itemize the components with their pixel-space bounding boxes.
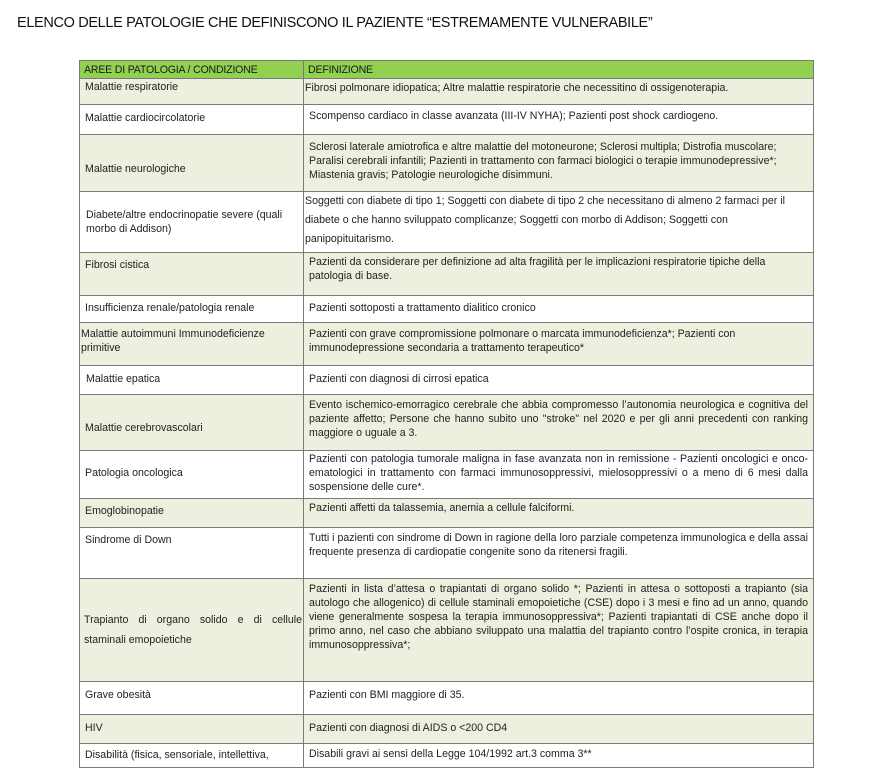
- table-row: [80, 744, 814, 768]
- table-row: [80, 715, 814, 744]
- definition-cell: Sclerosi laterale amiotrofica e altre malattie del motoneurone; Sclerosi multipla; Distrofia muscolare; Paralisi cerebrali infantili; Pazienti in trattamento con farmaci biologici o terapie immunodepressive*; Miastenia gravis; Patologie neurologiche disimmuni.: [304, 135, 814, 192]
- table-row: [80, 366, 814, 395]
- definition-cell: Soggetti con diabete di tipo 1; Soggetti con diabete di tipo 2 che necessitano di almeno 2 farmaci per il diabete o che hanno sviluppato complicanze; Soggetti con morbo di Addison; Soggetti con panipopituitarismo.: [304, 192, 814, 253]
- area-cell: Malattie neurologiche: [80, 135, 304, 192]
- area-cell: Trapianto di organo solido e di cellule staminali emopoietiche: [80, 579, 304, 682]
- table-row: [80, 682, 814, 715]
- table-row: [80, 579, 814, 682]
- column-header-area: AREE DI PATOLOGIA / CONDIZIONE: [80, 61, 304, 79]
- area-cell: Diabete/altre endocrinopatie severe (quali morbo di Addison): [80, 192, 304, 253]
- definition-cell: Pazienti con BMI maggiore di 35.: [304, 682, 814, 715]
- table-row: [80, 395, 814, 451]
- definition-cell: Scompenso cardiaco in classe avanzata (III-IV NYHA); Pazienti post shock cardiogeno.: [304, 105, 814, 135]
- definition-cell: Tutti i pazienti con sindrome di Down in ragione della loro parziale competenza immunologica e della assai frequente presenza di cardiopatie congenite sono da ritenersi fragili.: [304, 528, 814, 579]
- table-row: [80, 499, 814, 528]
- area-cell: Fibrosi cistica: [80, 253, 304, 296]
- table-row: [80, 105, 814, 135]
- area-cell: Disabilità (fisica, sensoriale, intellettiva,: [80, 744, 304, 768]
- area-cell: Malattie autoimmuni Immunodeficienze primitive: [80, 323, 304, 366]
- area-cell: Malattie cerebrovascolari: [80, 395, 304, 451]
- area-cell: Sindrome di Down: [80, 528, 304, 579]
- table-row: [80, 79, 814, 105]
- area-cell: Grave obesità: [80, 682, 304, 715]
- definition-cell: Fibrosi polmonare idiopatica; Altre malattie respiratorie che necessitino di ossigenoterapia.: [304, 79, 814, 105]
- table-row: [80, 296, 814, 323]
- area-cell: Malattie epatica: [80, 366, 304, 395]
- definition-cell: Pazienti con patologia tumorale maligna in fase avanzata non in remissione - Pazienti oncologici e onco-ematologici in trattamento con farmaci immunosoppressivi, mielosoppressivi o a meno di 6 mesi dalla sospensione delle cure*.: [304, 451, 814, 499]
- table-header-row: [80, 61, 814, 79]
- pathology-table: [79, 60, 814, 768]
- table-row: [80, 528, 814, 579]
- definition-cell: Pazienti da considerare per definizione ad alta fragilità per le implicazioni respiratorie tipiche della patologia di base.: [304, 253, 814, 296]
- area-cell: HIV: [80, 715, 304, 744]
- table-row: [80, 135, 814, 192]
- definition-cell: Pazienti con diagnosi di cirrosi epatica: [304, 366, 814, 395]
- definition-cell: Disabili gravi ai sensi della Legge 104/1992 art.3 comma 3**: [304, 744, 814, 768]
- definition-cell: Evento ischemico-emorragico cerebrale che abbia compromesso l’autonomia neurologica e cognitiva del paziente affetto; Persone che hanno subito uno "stroke" nel 2020 e per gli anni precedenti con ranking maggiore o uguale a 3.: [304, 395, 814, 451]
- definition-cell: Pazienti affetti da talassemia, anemia a cellule falciformi.: [304, 499, 814, 528]
- definition-cell: Pazienti con grave compromissione polmonare o marcata immunodeficienza*; Pazienti con immunodepressione secondaria a trattamento terapeutico*: [304, 323, 814, 366]
- area-cell: Malattie respiratorie: [80, 79, 304, 105]
- area-cell: Patologia oncologica: [80, 451, 304, 499]
- column-header-definition: DEFINIZIONE: [304, 61, 814, 79]
- area-cell: Malattie cardiocircolatorie: [80, 105, 304, 135]
- table-row: [80, 451, 814, 499]
- table-row: [80, 323, 814, 366]
- area-cell: Insufficienza renale/patologia renale: [80, 296, 304, 323]
- document-title: ELENCO DELLE PATOLOGIE CHE DEFINISCONO IL PAZIENTE “ESTREMAMENTE VULNERABILE”: [17, 15, 653, 31]
- area-cell: Emoglobinopatie: [80, 499, 304, 528]
- definition-cell: Pazienti con diagnosi di AIDS o <200 CD4: [304, 715, 814, 744]
- table-row: [80, 192, 814, 253]
- table-row: [80, 253, 814, 296]
- definition-cell: Pazienti sottoposti a trattamento dialitico cronico: [304, 296, 814, 323]
- definition-cell: Pazienti in lista d’attesa o trapiantati di organo solido *; Pazienti in attesa o sottoposti a trapianto (sia autologo che allogenico) di cellule staminali emopoietiche (CSE) dopo i 3 mesi e fino ad un anno, quando viene generalmente sospesa la terapia immunosoppressiva*; Pazienti trapiantati di CSE anche dopo il primo anno, nel caso che abbiano sviluppato una malattia del trapianto contro l’ospite cronica, in terapia immunosoppressiva*;: [304, 579, 814, 682]
